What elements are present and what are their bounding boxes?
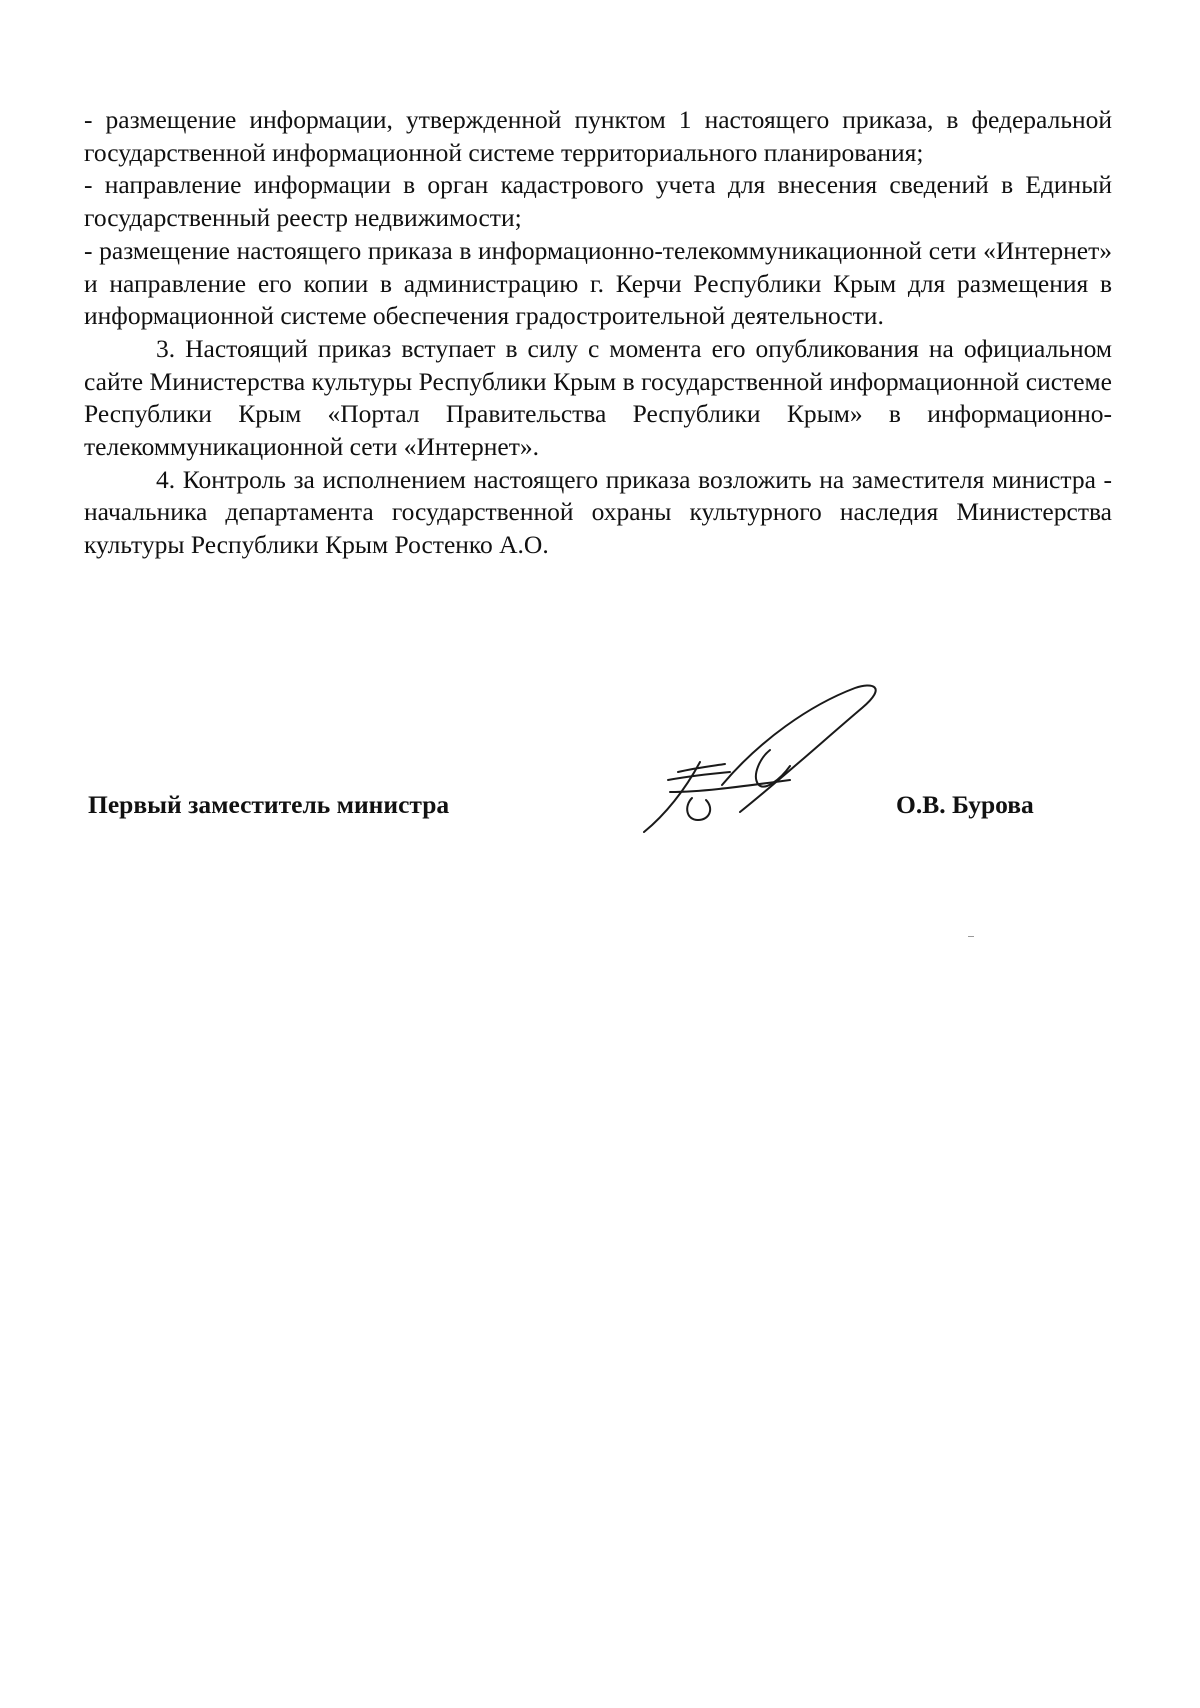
handwritten-signature — [640, 680, 930, 840]
paragraph-bullet-cadastre: - направление информации в орган кадастрового учета для внесения сведений в Единый государственный реестр недвижимости; — [84, 170, 1112, 233]
paragraph-bullet-internet: - размещение настоящего приказа в информационно-телекоммуникационной сети «Интернет» и направление его копии в администрацию г. Керчи Республики Крым для размещения в информационной системе обеспечения градостроительной деятельности. — [84, 235, 1112, 331]
paragraph-item-4: 4. Контроль за исполнением настоящего приказа возложить на заместителя министра - начальника департамента государственной охраны культурного наследия Министерства культуры Республики Крым Ростенко А.О. — [84, 464, 1112, 560]
paragraph-bullet-gis: - размещение информации, утвержденной пунктом 1 настоящего приказа, в федеральной государственной информационной системе территориального планирования; — [84, 105, 1112, 167]
paragraph-item-3: 3. Настоящий приказ вступает в силу с момента его опубликования на официальном сайте Министерства культуры Республики Крым в государственной информационной системе Республики Крым «Портал Правительства Республики Крым» в информационно-телекоммуникационной сети «Интернет». — [84, 333, 1112, 462]
scan-speck — [968, 936, 974, 937]
signatory-title: Первый заместитель министра — [88, 790, 450, 819]
document-body — [84, 104, 1112, 562]
signatory-name: О.В. Бурова — [896, 790, 1034, 819]
